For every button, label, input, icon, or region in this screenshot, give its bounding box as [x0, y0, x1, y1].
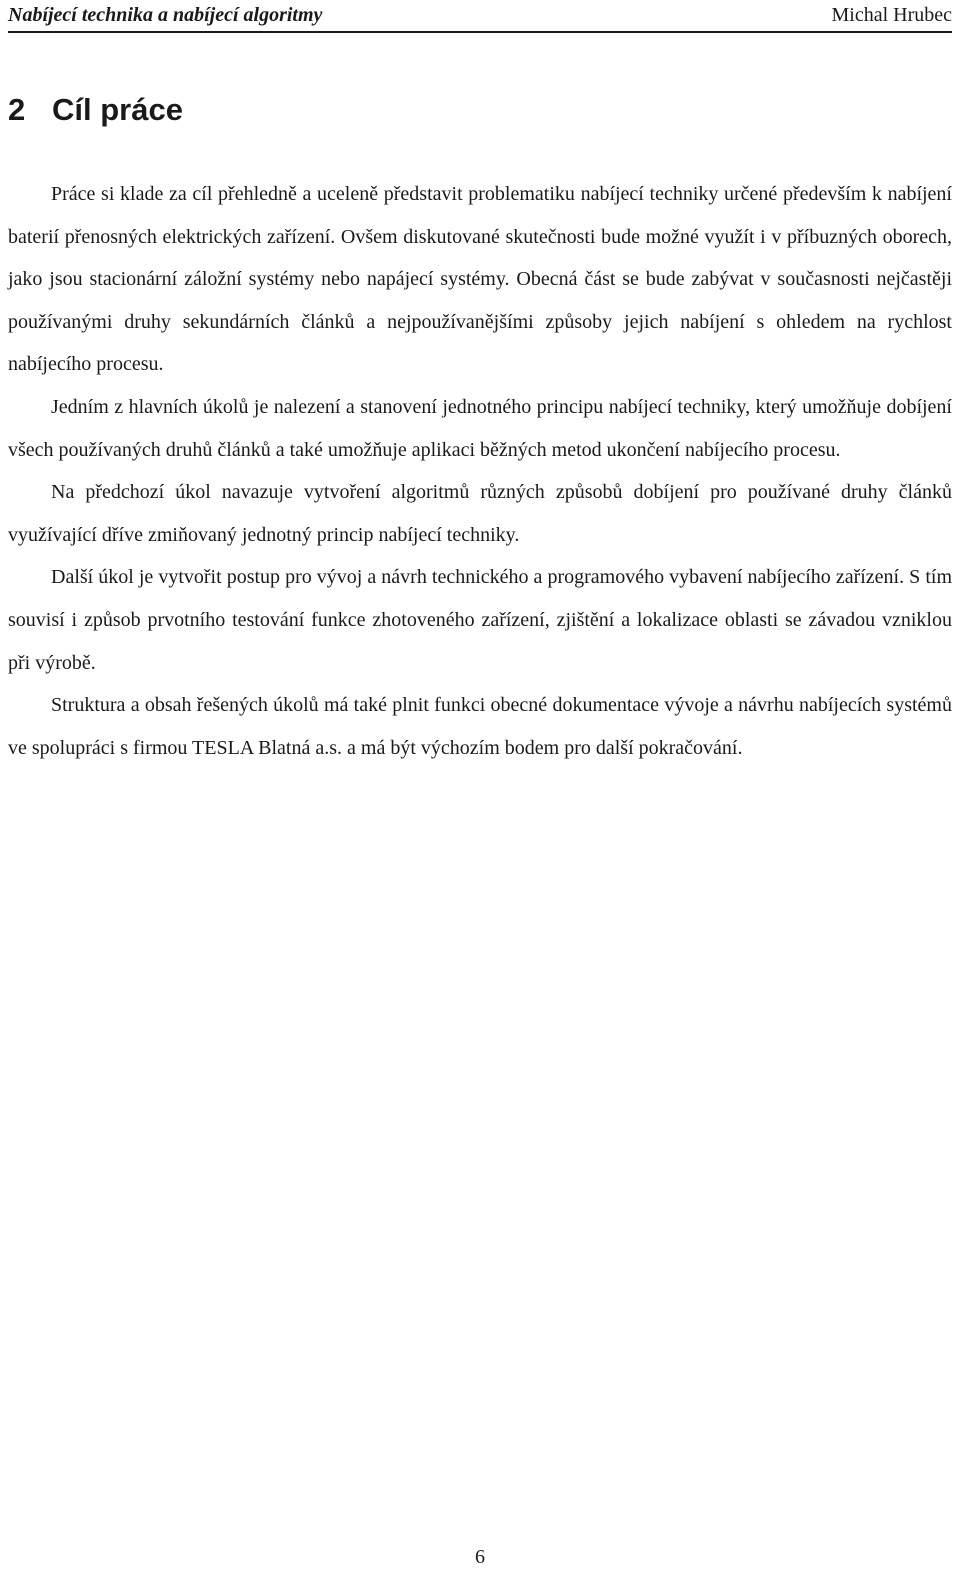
paragraph: Jedním z hlavních úkolů je nalezení a stanovení jednotného principu nabíjecí techniky, který umožňuje dobíjení všech používaných druhů článků a také umožňuje aplikaci běžných metod ukončení nabíjecího procesu. — [8, 395, 952, 461]
page-header — [8, 0, 952, 33]
paragraph: Další úkol je vytvořit postup pro vývoj a návrh technického a programového vybavení nabíjecího zařízení. S tím souvisí i způsob prvotního testování funkce zhotoveného zařízení, zjištění a lokalizace oblasti se závadou vzniklou při výrobě. — [8, 566, 952, 674]
paragraph: Struktura a obsah řešených úkolů má také plnit funkci obecné dokumentace vývoje a návrhu nabíjecích systémů ve spolupráci s firmou TESLA Blatná a.s. a má být výchozím bodem pro další pokračování. — [8, 694, 952, 759]
header-author: Michal Hrubec — [831, 4, 952, 26]
paragraph: Na předchozí úkol navazuje vytvoření algoritmů různých způsobů dobíjení pro používané druhy článků využívající dříve zmiňovaný jednotný princip nabíjecí techniky. — [8, 481, 952, 546]
body-text — [8, 173, 952, 769]
chapter-heading — [8, 88, 183, 132]
page-number: 6 — [475, 1546, 485, 1568]
chapter-number: 2 — [8, 92, 26, 127]
paragraph: Práce si klade za cíl přehledně a uceleně představit problematiku nabíjecí techniky určené především k nabíjení baterií přenosných elektrických zařízení. Ovšem diskutované skutečnosti bude možné využít i v příbuzných oborech, jako jsou stacionární záložní systémy nebo napájecí systémy. Obecná část se bude zabývat v současnosti nejčastěji používanými druhy sekundárních článků a nejpoužívanějšími způsoby jejich nabíjení s ohledem na rychlost nabíjecího procesu. — [8, 183, 952, 376]
header-document-title: Nabíjecí technika a nabíjecí algoritmy — [8, 4, 323, 26]
chapter-title: Cíl práce — [52, 92, 183, 127]
